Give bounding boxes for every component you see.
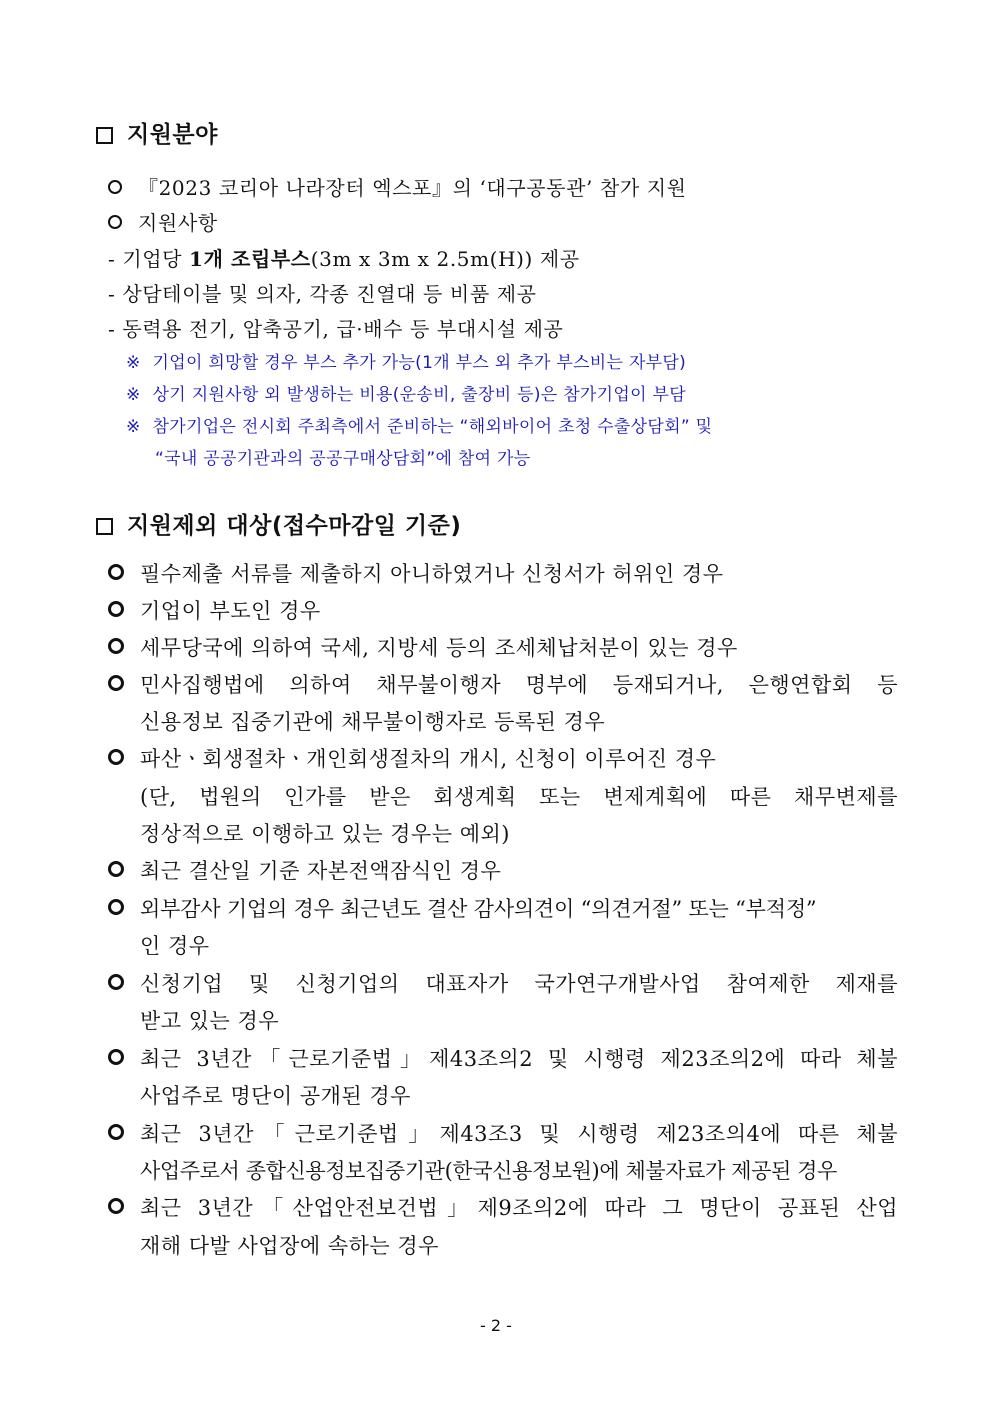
checkbox-square-icon	[96, 518, 113, 535]
bullet-item: 필수제출 서류를 제출하지 아니하였거나 신청서가 허위인 경우	[108, 558, 898, 588]
bullet-item-continued: 재해 다발 사업장에 속하는 경우	[140, 1234, 439, 1258]
circle-bullet-icon	[108, 564, 124, 580]
reference-mark-icon: ※	[126, 417, 141, 437]
bullet-item-continued: 사업주로서 종합신용정보집중기관(한국신용정보원)에 체불자료가 제공된 경우	[140, 1159, 837, 1183]
bullet-item-continued: (단, 법원의 인가를 받은 회생계획 또는 변제계획에 따른 채무변제를	[140, 785, 898, 809]
circle-bullet-icon	[108, 1049, 124, 1065]
bullet-item: 파산ㆍ회생절차ㆍ개인회생절차의 개시, 신청이 이루어진 경우	[108, 743, 898, 773]
bullet-item: 신청기업 및 신청기업의 대표자가 국가연구개발사업 참여제한 제재를	[108, 968, 898, 998]
sub-item: - 상담테이블 및 의자, 각종 진열대 등 비품 제공	[108, 282, 537, 306]
note-line: ※ 상기 지원사항 외 발생하는 비용(운송비, 출장비 등)은 참가기업이 부담	[126, 385, 686, 405]
circle-bullet-icon	[108, 899, 124, 915]
bullet-item: 『2023 코리아 나라장터 엑스포』의 ‘대구공동관’ 참가 지원	[108, 172, 687, 201]
circle-bullet-icon	[108, 180, 122, 194]
bullet-item: 외부감사 기업의 경우 최근년도 결산 감사의견이 “의견거절” 또는 “부적정”	[108, 893, 898, 923]
circle-bullet-icon	[108, 749, 124, 765]
bullet-item-continued: 정상적으로 이행하고 있는 경우는 예외)	[140, 822, 510, 846]
note-line: ※ 기업이 희망할 경우 부스 추가 가능(1개 부스 외 추가 부스비는 자부담)	[126, 353, 687, 373]
bullet-item: 최근 3년간「근로기준법」제43조3 및 시행령 제23조의4에 따른 체불	[108, 1118, 898, 1148]
reference-mark-icon: ※	[126, 385, 141, 405]
circle-bullet-icon	[108, 638, 124, 654]
sub-item: - 동력용 전기, 압축공기, 급·배수 등 부대시설 제공	[108, 317, 564, 341]
reference-mark-icon: ※	[126, 353, 141, 373]
bullet-item: 기업이 부도인 경우	[108, 595, 898, 625]
bullet-item: 최근 3년간「산업안전보건법」제9조의2에 따라 그 명단이 공표된 산업	[108, 1192, 898, 1222]
bullet-item-continued: 인 경우	[140, 934, 210, 958]
sub-item: - 기업당 1개 조립부스(3m x 3m x 2.5m(H)) 제공	[108, 247, 580, 271]
circle-bullet-icon	[108, 861, 124, 877]
circle-bullet-icon	[108, 675, 124, 691]
page-number: - 2 -	[480, 1316, 512, 1335]
circle-bullet-icon	[108, 215, 122, 229]
note-line: ※ 참가기업은 전시회 주최측에서 준비하는 “해외바이어 초청 수출상담회” 및	[126, 417, 713, 437]
section-title: 지원제외 대상(접수마감일 기준)	[96, 507, 461, 540]
bullet-item-continued: 신용정보 집중기관에 채무불이행자로 등록된 경우	[140, 710, 606, 734]
bullet-item-continued: 사업주로 명단이 공개된 경우	[140, 1084, 411, 1108]
checkbox-square-icon	[96, 127, 113, 144]
bullet-item-continued: 받고 있는 경우	[140, 1009, 280, 1033]
bullet-item: 최근 결산일 기준 자본전액잠식인 경우	[108, 855, 898, 885]
bullet-item: 세무당국에 의하여 국세, 지방세 등의 조세체납처분이 있는 경우	[108, 632, 898, 662]
circle-bullet-icon	[108, 974, 124, 990]
circle-bullet-icon	[108, 1124, 124, 1140]
bullet-item: 지원사항	[108, 207, 218, 236]
circle-bullet-icon	[108, 1198, 124, 1214]
section-title: 지원분야	[96, 116, 218, 149]
circle-bullet-icon	[108, 601, 124, 617]
note-line-continued: “국내 공공기관과의 공공구매상담회”에 참여 가능	[155, 449, 531, 469]
bullet-item: 민사집행법에 의하여 채무불이행자 명부에 등재되거나, 은행연합회 등	[108, 669, 898, 699]
bullet-item: 최근 3년간「근로기준법」제43조의2 및 시행령 제23조의2에 따라 체불	[108, 1043, 898, 1073]
